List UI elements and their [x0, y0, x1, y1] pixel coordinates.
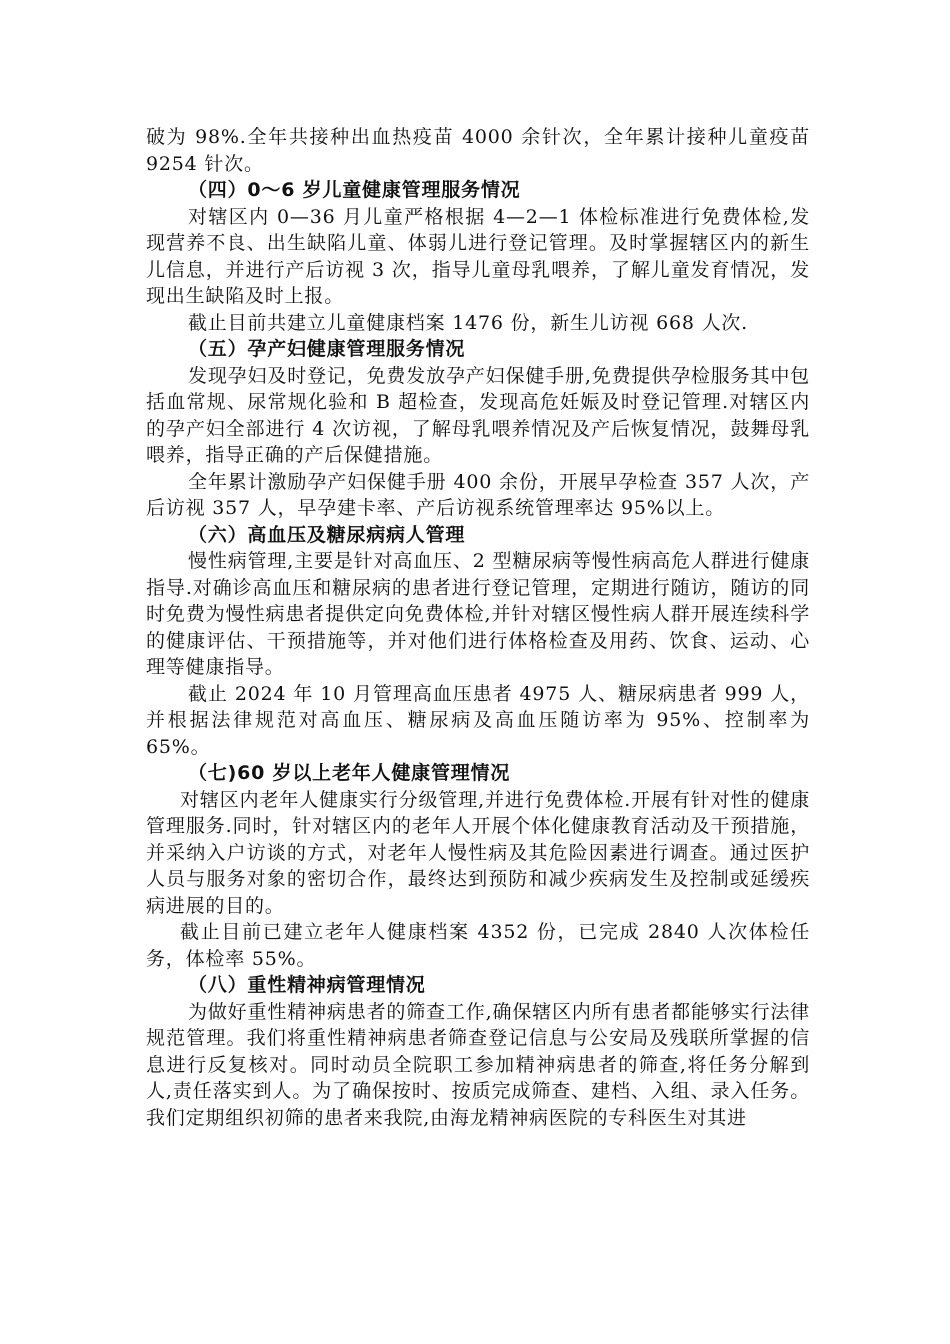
section-heading-8: （八）重性精神病管理情况	[188, 974, 426, 996]
section-heading-5: （五）孕产妇健康管理服务情况	[188, 338, 466, 360]
section-heading-6: （六）高血压及糖尿病病人管理	[188, 523, 466, 546]
paragraph-6b: 截止 2024 年 10 月管理高血压患者 4975 人、糖尿病患者 999 人，并根据法律规范对高血压、糖尿病及高血压随访率为 95%、控制率为 65%。	[146, 682, 810, 758]
section-heading-7: （七)60 岁以上老年人健康管理情况	[188, 762, 511, 784]
paragraph-5b: 全年累计激励孕产妇保健手册 400 余份，开展早孕检查 357 人次，产后访视 357 人，早孕建卡率、产后访视系统管理率达 95%以上。	[146, 470, 810, 519]
paragraph-7a: 对辖区内老年人健康实行分级管理,并进行免费体检.开展有针对性的健康管理服务.同时，针对辖区内的老年人开展个体化健康教育活动及干预措施，并采纳入户访谈的方式，对老年人慢性病及其危险因素进行调查。通过医护人员与服务对象的密切合作，最终达到预防和减少疾病发生及控制或延缓疾病进展的目的。	[146, 788, 810, 917]
paragraph-8a: 为做好重性精神病患者的筛查工作,确保辖区内所有患者都能够实行法律规范管理。我们将重性精神病患者筛查登记信息与公安局及残联所掌握的信息进行反复核对。同时动员全院职工参加精神病患者的筛查,将任务分解到人,责任落实到人。为了确保按时、按质完成筛查、建档、入组、录入任务。我们定期组织初筛的患者来我院,由海龙精神病医院的专科医生对其进	[146, 1000, 810, 1129]
paragraph-7b: 截止目前已建立老年人健康档案 4352 份，已完成 2840 人次体检任务，体检率 55%。	[146, 921, 810, 970]
paragraph-6a: 慢性病管理,主要是针对高血压、2 型糖尿病等慢性病高危人群进行健康指导.对确诊高血压和糖尿病的患者进行登记管理，定期进行随访，随访的同时免费为慢性病患者提供定向免费体检,并针对辖区慢性病人群开展连续科学的健康评估、干预措施等，并对他们进行体格检查及用药、饮食、运动、心理等健康指导。	[146, 550, 810, 678]
paragraph-intro-continuation: 破为 98%.全年共接种出血热疫苗 4000 余针次，全年累计接种儿童疫苗 9254 针次。	[146, 126, 810, 175]
paragraph-4a: 对辖区内 0—36 月儿童严格根据 4—2—1 体检标准进行免费体检,发现营养不良、出生缺陷儿童、体弱儿进行登记管理。及时掌握辖区内的新生儿信息，并进行产后访视 3 次，指导儿童母乳喂养，了解儿童发育情况，发现出生缺陷及时上报。	[146, 205, 810, 307]
document-body	[146, 124, 810, 1131]
paragraph-4b: 截止目前共建立儿童健康档案 1476 份，新生儿访视 668 人次.	[188, 311, 749, 334]
section-heading-4: （四）0～6 岁儿童健康管理服务情况	[188, 179, 521, 201]
paragraph-5a: 发现孕妇及时登记，免费发放孕产妇保健手册,免费提供孕检服务其中包括血常规、尿常规化验和 B 超检查，发现高危妊娠及时登记管理.对辖区内的孕产妇全部进行 4 次访视，了解母乳喂养情况及产后恢复情况，鼓舞母乳喂养，指导正确的产后保健措施。	[146, 364, 810, 466]
